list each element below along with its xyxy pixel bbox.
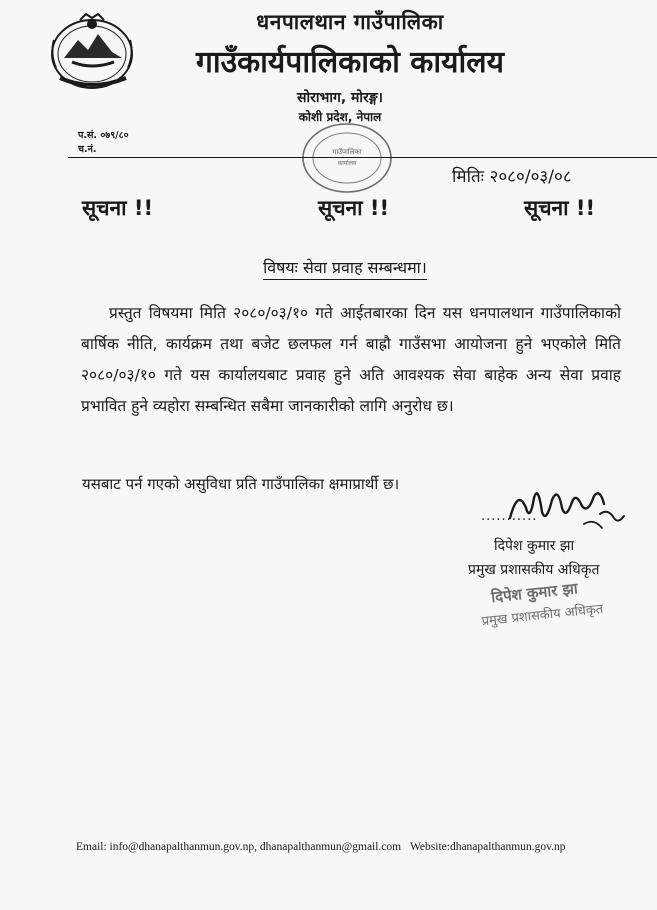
municipality-name: धनपालथान गाउँपालिका [256, 10, 444, 34]
footer-contact [76, 841, 636, 853]
office-province: कोशी प्रदेश, नेपाल [298, 110, 382, 124]
svg-text:दिपेश कुमार झा: दिपेश कुमार झा [490, 579, 579, 607]
office-address: सोराभाग, मोरङ्ग। [297, 90, 383, 106]
notice-heading-center: सूचना !! [318, 196, 390, 220]
svg-text:कार्यालय: कार्यालय [337, 160, 357, 167]
office-name: गाउँकार्यपालिकाको कार्यालय [195, 45, 504, 80]
signer-name: दिपेश कुमार झा [494, 538, 575, 554]
office-seal-stamp [298, 118, 396, 198]
body-paragraph: प्रस्तुत विषयमा मिति २०८०/०३/१० गते आईतबारका दिन यस धनपालथान गाउँपालिकाको बार्षिक नीति, कार्यक्रम तथा बजेट छलफल गर्न बाह्रौ गाउँसभा आयोजना हुने भएकोले मिति २०८०/०३/१० गते यस कार्यालयबाट प्रवाह हुने अति आवश्यक सेवा बाहेक अन्य सेवा प्रवाह प्रभावित हुने व्यहोरा सम्बन्धित सबैमा जानकारीको लागि अनुरोध छ। [81, 304, 621, 415]
nepal-emblem-icon [42, 10, 142, 94]
footer-website: Website:dhanapalthanmun.gov.np [410, 841, 566, 853]
signature-line: ........... [481, 509, 538, 524]
reference-number: प.सं. ०७९/८० [78, 130, 129, 141]
signer-title: प्रमुख प्रशासकीय अधिकृत [468, 562, 600, 578]
svg-text:प्रमुख प्रशासकीय अधिकृत: प्रमुख प्रशासकीय अधिकृत [481, 601, 604, 630]
notice-heading-left: सूचना !! [82, 196, 154, 220]
header-divider [68, 157, 657, 158]
subject-text: विषयः सेवा प्रवाह सम्बन्धमा। [263, 258, 427, 280]
handwritten-signature [504, 478, 630, 536]
dispatch-number: च.नं. [78, 144, 97, 155]
subject-line [180, 256, 510, 278]
svg-text:गाउँपालिका: गाउँपालिका [332, 148, 362, 156]
officer-name-stamp [472, 570, 632, 632]
notice-heading-right: सूचना !! [524, 196, 596, 220]
footer-email: Email: info@dhanapalthanmun.gov.np, dhanapalthanmun@gmail.com [76, 841, 402, 853]
closing-line: यसबाट पर्न गएको असुविधा प्रति गाउँपालिका क्षमाप्रार्थी छ। [82, 475, 400, 493]
letter-date: मितिः २०८०/०३/०८ [452, 167, 572, 187]
